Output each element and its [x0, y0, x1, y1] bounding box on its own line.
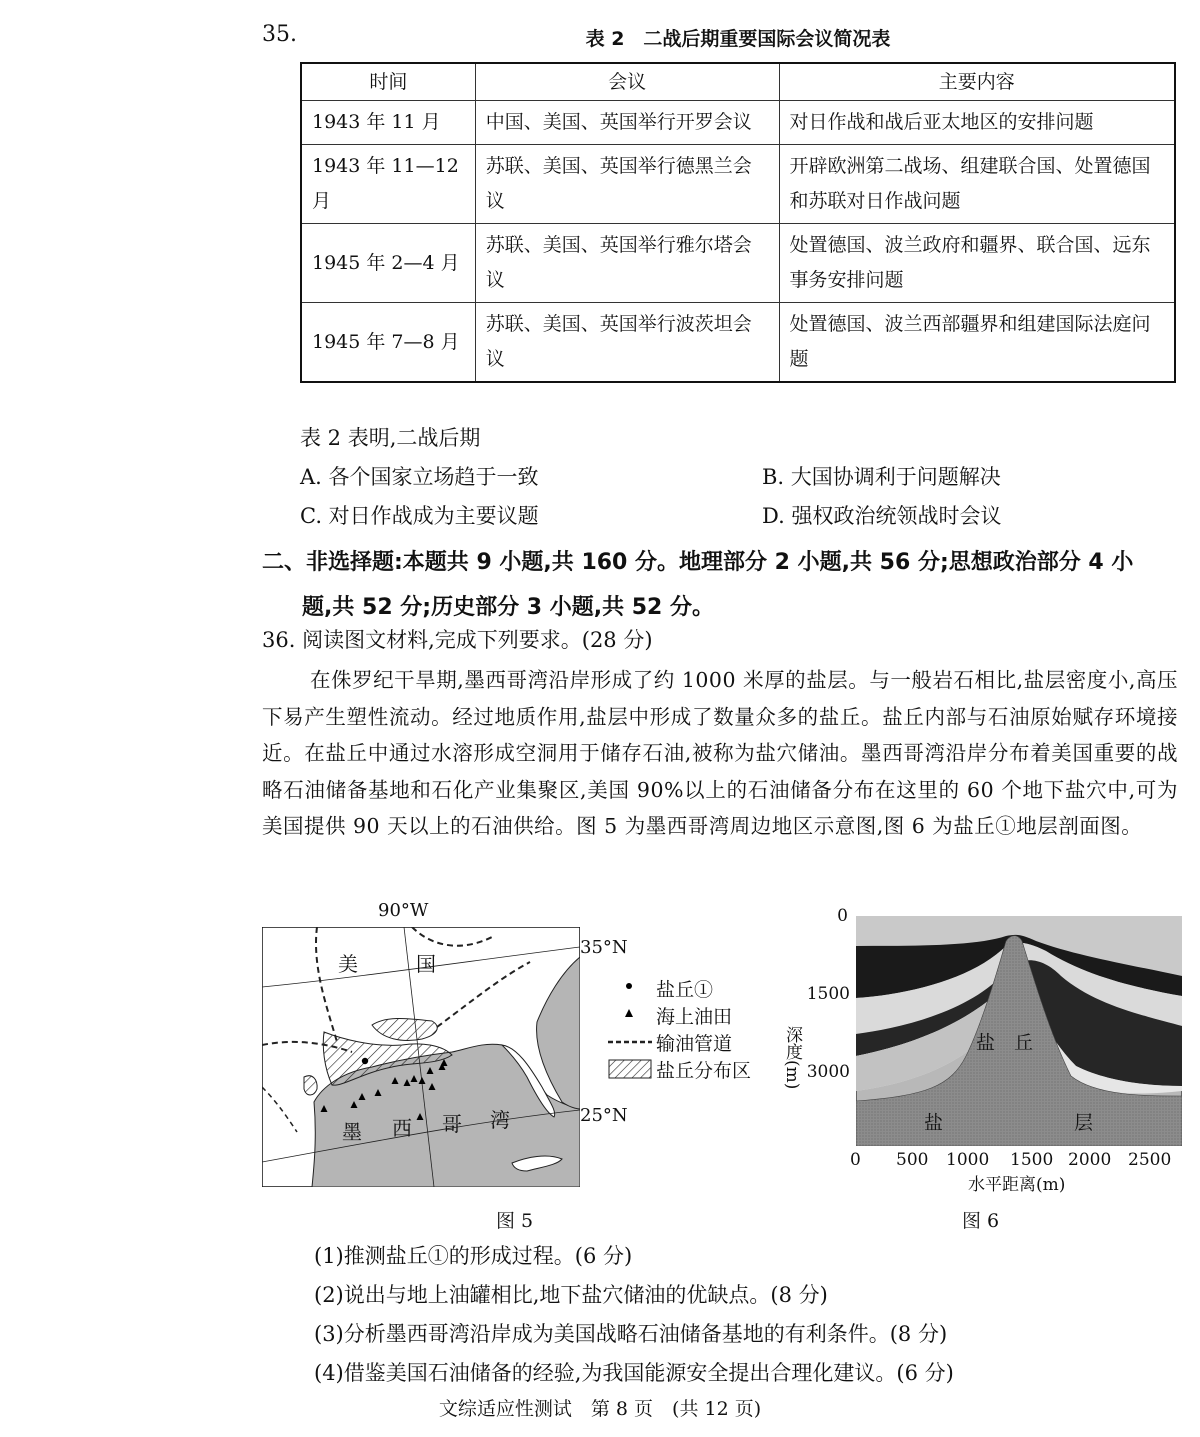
conference-table — [300, 62, 1176, 383]
legend-label: 输油管道 — [656, 1033, 733, 1055]
dashed-line-icon — [608, 1040, 652, 1044]
table-row — [301, 303, 1175, 383]
cell-content: 处置德国、波兰西部疆界和组建国际法庭问题 — [779, 303, 1175, 383]
map-label-gulf-2: 西 — [392, 1116, 412, 1140]
table-row — [301, 101, 1175, 145]
legend-label: 海上油田 — [656, 1006, 733, 1028]
y-tick-1500: 1500 — [806, 984, 850, 1004]
y-axis-label: 深度(m) — [782, 1026, 802, 1090]
section-heading — [262, 540, 1182, 630]
dot-icon — [626, 983, 632, 989]
header-time: 时间 — [301, 63, 475, 101]
label-salt-layer-1: 盐 — [924, 1112, 944, 1134]
legend-label: 盐丘分布区 — [656, 1060, 752, 1082]
cell-content: 处置德国、波兰政府和疆界、联合国、远东事务安排问题 — [779, 224, 1175, 303]
x-tick-1500: 1500 — [1010, 1150, 1054, 1170]
header-meeting: 会议 — [475, 63, 779, 101]
sub-question-2: (2)说出与地上油罐相比,地下盐穴储油的优缺点。(8 分) — [314, 1283, 828, 1307]
map-label-usa-1: 美 — [338, 952, 358, 976]
cell-time: 1945 年 7—8 月 — [301, 303, 475, 383]
cell-meeting: 苏联、美国、英国举行德黑兰会议 — [475, 145, 779, 224]
option-b[interactable]: B. 大国协调利于问题解决 — [762, 465, 1001, 489]
map-label-gulf-3: 哥 — [442, 1112, 462, 1136]
sub-question-4: (4)借鉴美国石油储备的经验,为我国能源安全提出合理化建议。(6 分) — [314, 1361, 954, 1385]
label-salt-dome: 盐 丘 — [976, 1032, 1034, 1054]
sub-question-3: (3)分析墨西哥湾沿岸成为美国战略石油储备基地的有利条件。(8 分) — [314, 1322, 948, 1346]
question-36-material: 在侏罗纪干旱期,墨西哥湾沿岸形成了约 1000 米厚的盐层。与一般岩石相比,盐层密度小,高压下易产生塑性流动。经过地质作用,盐层中形成了数量众多的盐丘。盐丘内部与石油原始赋存环境接近。在盐丘中通过水溶形成空洞用于储存石油,被称为盐穴储油。墨西哥湾沿岸分布着美国重要的战略石油储备基地和石化产业集聚区,美国 90%以上的石油储备分布在这里的 60 个地下盐穴中,可为美国提供 90 天以上的石油供给。图 5 为墨西哥湾周边地区示意图,图 6 为盐丘①地层剖面图。 — [262, 668, 1178, 838]
cell-content: 开辟欧洲第二战场、组建联合国、处置德国和苏联对日作战问题 — [779, 145, 1175, 224]
map-label-usa-2: 国 — [416, 952, 436, 976]
cell-meeting: 苏联、美国、英国举行波茨坦会议 — [475, 303, 779, 383]
question-36-title: 36. 阅读图文材料,完成下列要求。(28 分) — [262, 628, 653, 652]
map-label-gulf-1: 墨 — [342, 1120, 362, 1144]
y-tick-0: 0 — [837, 906, 848, 926]
option-c[interactable]: C. 对日作战成为主要议题 — [300, 504, 539, 528]
question-number-35: 35. — [262, 22, 297, 47]
option-a[interactable]: A. 各个国家立场趋于一致 — [300, 465, 539, 489]
figure-6-caption: 图 6 — [962, 1210, 1000, 1232]
salt-area-west — [304, 1076, 317, 1095]
x-tick-2000: 2000 — [1068, 1150, 1112, 1170]
table-caption: 表 2 二战后期重要国际会议简况表 — [585, 28, 891, 50]
question-stem: 表 2 表明,二战后期 — [300, 426, 481, 450]
longitude-label: 90°W — [378, 900, 429, 921]
table-header-row — [301, 63, 1175, 101]
section-heading-line-1: 二、非选择题:本题共 9 小题,共 160 分。地理部分 2 小题,共 56 分;思想政治部分 4 小 — [262, 550, 1134, 575]
x-tick-0: 0 — [850, 1150, 861, 1170]
triangle-icon — [624, 1008, 634, 1018]
x-tick-500: 500 — [896, 1150, 929, 1170]
legend-label: 盐丘① — [656, 979, 714, 1001]
sub-question-1: (1)推测盐丘①的形成过程。(6 分) — [314, 1244, 633, 1268]
map-label-gulf-4: 湾 — [490, 1108, 510, 1132]
page-footer: 文综适应性测试 第 8 页 (共 12 页) — [438, 1398, 762, 1420]
cell-meeting: 中国、美国、英国举行开罗会议 — [475, 101, 779, 145]
figure-5-caption: 图 5 — [496, 1210, 534, 1232]
cell-time: 1943 年 11 月 — [301, 101, 475, 145]
header-content: 主要内容 — [779, 63, 1175, 101]
x-axis-label: 水平距离(m) — [968, 1175, 1066, 1195]
latitude-35-label: 35°N — [580, 937, 628, 958]
hatched-box-icon — [608, 1059, 652, 1079]
table-row — [301, 145, 1175, 224]
option-d[interactable]: D. 强权政治统领战时会议 — [762, 504, 1002, 528]
cell-content: 对日作战和战后亚太地区的安排问题 — [779, 101, 1175, 145]
cell-time: 1943 年 11—12 月 — [301, 145, 475, 224]
y-tick-3000: 3000 — [806, 1062, 850, 1082]
label-salt-layer-2: 层 — [1074, 1112, 1094, 1134]
x-tick-1000: 1000 — [946, 1150, 990, 1170]
latitude-25-label: 25°N — [580, 1105, 628, 1126]
x-tick-2500: 2500 — [1128, 1150, 1172, 1170]
section-heading-line-2: 题,共 52 分;历史部分 3 小题,共 52 分。 — [302, 595, 715, 620]
cell-meeting: 苏联、美国、英国举行雅尔塔会议 — [475, 224, 779, 303]
salt-dome-point — [362, 1058, 368, 1064]
table-row — [301, 224, 1175, 303]
cell-time: 1945 年 2—4 月 — [301, 224, 475, 303]
